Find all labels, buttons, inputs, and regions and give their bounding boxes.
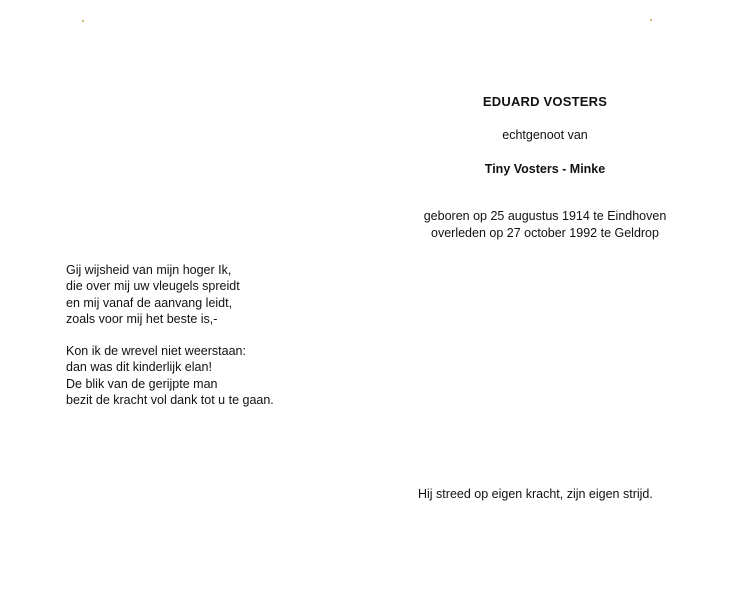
poem-stanza [66, 343, 274, 408]
death-line: overleden op 27 october 1992 te Geldrop [431, 226, 659, 240]
poem-line: bezit de kracht vol dank tot u te gaan. [66, 393, 274, 408]
life-dates [405, 208, 685, 242]
poem-line: zoals voor mij het beste is,- [66, 311, 218, 326]
poem [66, 262, 274, 408]
birth-line: geboren op 25 augustus 1914 te Eindhoven [423, 209, 667, 223]
poem-line: en mij vanaf de aanvang leidt, [66, 295, 233, 310]
relation-text: echtgenoot van [502, 128, 588, 142]
paper-speck [650, 19, 652, 21]
poem-stanza [66, 262, 274, 327]
poem-line: Gij wijsheid van mijn hoger Ik, [66, 263, 232, 277]
poem-line: die over mij uw vleugels spreidt [66, 279, 240, 294]
deceased-name: EDUARD VOSTERS [482, 94, 608, 109]
poem-line: dan was dit kinderlijk elan! [66, 360, 212, 375]
poem-line: De blik van de gerijpte man [66, 376, 218, 391]
poem-line: Kon ik de wrevel niet weerstaan: [66, 344, 246, 359]
spouse-name: Tiny Vosters - Minke [484, 162, 606, 176]
paper-speck [82, 20, 84, 22]
motto-text: Hij streed op eigen kracht, zijn eigen strijd. [418, 487, 653, 501]
